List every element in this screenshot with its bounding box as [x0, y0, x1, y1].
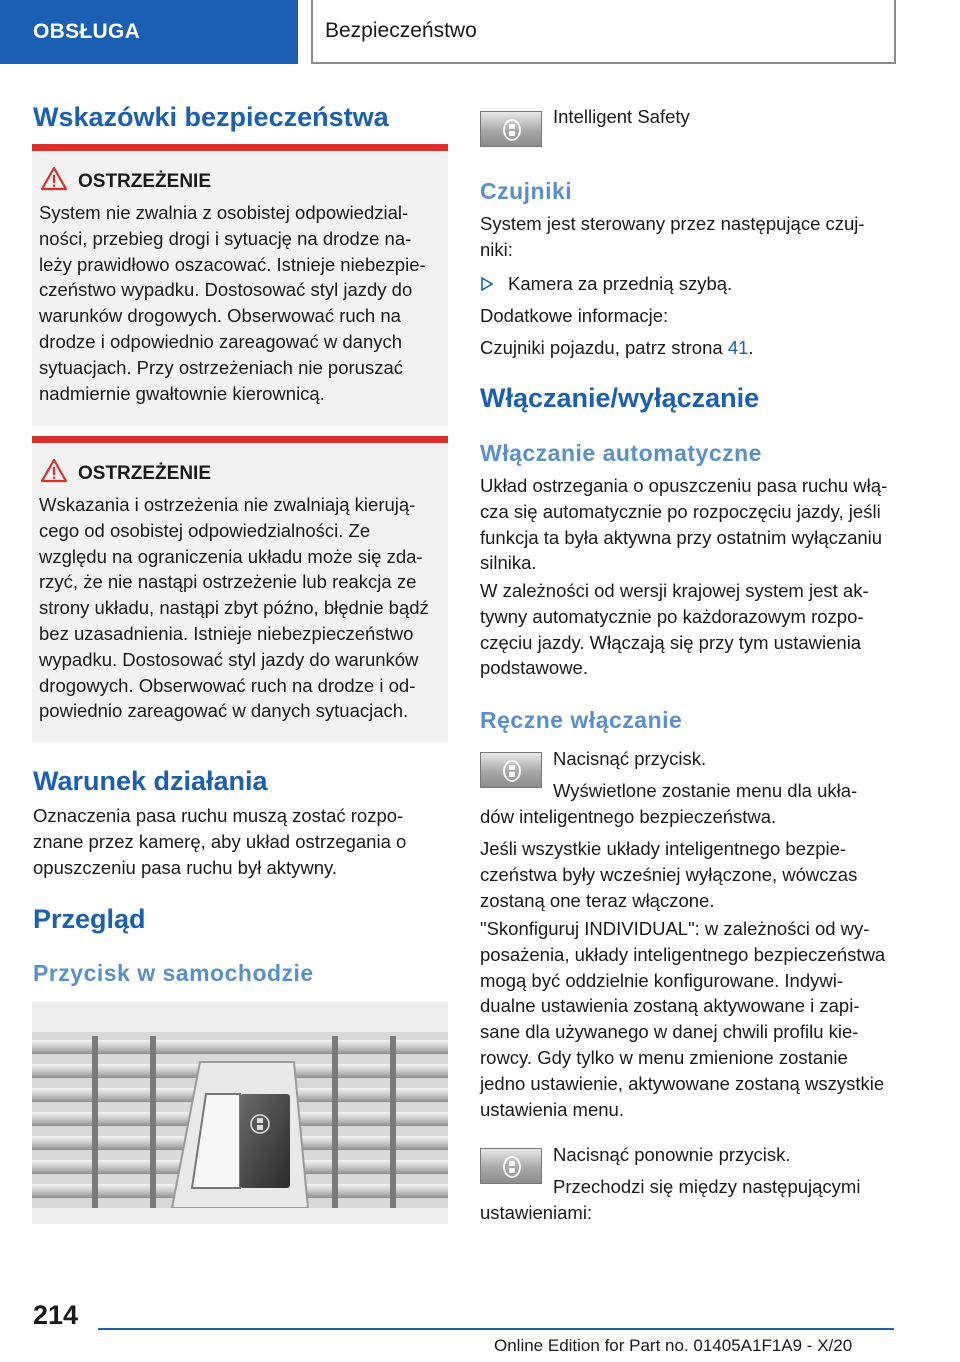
- page-number: 214: [33, 1300, 79, 1330]
- warning-triangle-icon: [40, 166, 68, 192]
- bullet-triangle-icon: [481, 277, 493, 291]
- section-title: Bezpieczeństwo: [311, 0, 896, 64]
- manual-text-4a: Przechodzi się między następującymi: [553, 1176, 861, 1197]
- overview-heading: Przegląd: [33, 904, 146, 934]
- manual-text-4b: ustawieniami:: [480, 1202, 593, 1223]
- manual-step-1: Nacisnąć przycisk.: [553, 748, 707, 769]
- intelligent-safety-button-icon: [480, 111, 542, 147]
- manual-text-2: Jeśli wszystkie układy inteligentnego bezpie- czeństwa były wcześniej wyłączone, wówczas zostaną one teraz włączone.: [480, 838, 858, 911]
- warning-text: System nie zwalnia z osobistej odpowiedzial- ności, przebieg drogi i sytuację na drodze na- leży prawidłowo oszacować. Istnieje niebezpie- czeństwo wypadku. Dostosować styl jazdy do warunków drogowych. Obserwować ruch na drodze i odpowiednio zareagować w danych sytuacjach. Przy ostrzeżeniach nie poruszać nadmiernie gwałtownie kierownicą.: [39, 202, 426, 404]
- sensors-heading: Czujniki: [480, 178, 573, 204]
- page-link[interactable]: 41: [727, 337, 749, 358]
- page-title: Wskazówki bezpieczeństwa: [33, 102, 389, 132]
- button-subheading: Przycisk w samochodzie: [33, 960, 314, 986]
- manual-on-heading: Ręczne włączanie: [480, 707, 683, 733]
- warning-box-2: [32, 436, 448, 742]
- footer-divider: [98, 1328, 894, 1330]
- sensors-reference: Czujniki pojazdu, patrz strona 41.: [480, 337, 754, 358]
- warning-label: OSTRZEŻENIE: [78, 463, 212, 484]
- auto-on-heading: Włączanie automatyczne: [480, 440, 762, 466]
- manual-step-2: Nacisnąć ponownie przycisk.: [553, 1144, 791, 1165]
- chapter-tab: OBSŁUGA: [0, 0, 298, 64]
- intelligent-safety-button-icon: [480, 1148, 542, 1184]
- condition-heading: Warunek działania: [33, 766, 268, 796]
- onoff-heading: Włączanie/wyłączanie: [480, 383, 760, 413]
- warning-box-1: [32, 144, 448, 426]
- sensor-item: Kamera za przednią szybą.: [508, 273, 733, 294]
- auto-on-text-2: W zależności od wersji krajowej system jest ak- tywny automatycznie po każdorazowym rozpo- częciu jazdy. Włączają się przy tym ustawienia podstawowe.: [480, 580, 869, 679]
- manual-text-3: "Skonfiguruj INDIVIDUAL": w zależności od wy- posażenia, układy inteligentnego bezpieczeństwa mogą być oddzielnie konfigurowane. Indywi- dualne ustawienia zostaną aktywowane i zapi- sane dla używanego w danej chwili profilu kie- rowcy. Gdy tylko w menu zmienione zostanie jedno ustawienie, aktywowane zostaną wszystkie ustawienia menu.: [480, 918, 886, 1120]
- warning-text: Wskazania i ostrzeżenia nie zwalniają kierują- cego od osobistej odpowiedzialności. Ze względu na ograniczenia układu może się zda- rzyć, że nie nastąpi ostrzeżenie lub reakcja ze strony układu, nastąpi zbyt późno, błędnie bądź bez uzasadnienia. Istnieje niebezpieczeństwo wypadku. Dostosować styl jazdy do warunków drogowych. Obserwować ruch na drodze i od- powiednio zareagować w danych sytuacjach.: [39, 494, 429, 722]
- warning-triangle-icon: [40, 458, 68, 484]
- auto-on-text-1: Układ ostrzegania o opuszczeniu pasa ruchu włą- cza się automatycznie po rozpoczęciu jazdy, jeśli funkcja ta była aktywna przy ostatnim wyłączaniu silnika.: [480, 475, 888, 574]
- footer-edition: Online Edition for Part no. 01405A1F1A9 - X/20: [494, 1336, 853, 1355]
- manual-text-1a: Wyświetlone zostanie menu dla ukła-: [553, 780, 858, 801]
- button-caption: Intelligent Safety: [553, 106, 690, 127]
- sensors-intro: System jest sterowany przez następujące czuj- niki:: [480, 213, 865, 260]
- warning-label: OSTRZEŻENIE: [78, 171, 212, 192]
- car-button-photo: [32, 1002, 448, 1224]
- more-info-label: Dodatkowe informacje:: [480, 305, 669, 326]
- manual-text-1b: dów inteligentnego bezpieczeństwa.: [480, 806, 777, 827]
- condition-text: Oznaczenia pasa ruchu muszą zostać rozpo- znane przez kamerę, aby układ ostrzegania o opuszczeniu pasa ruchu był aktywny.: [33, 805, 407, 878]
- intelligent-safety-button-icon: [480, 752, 542, 788]
